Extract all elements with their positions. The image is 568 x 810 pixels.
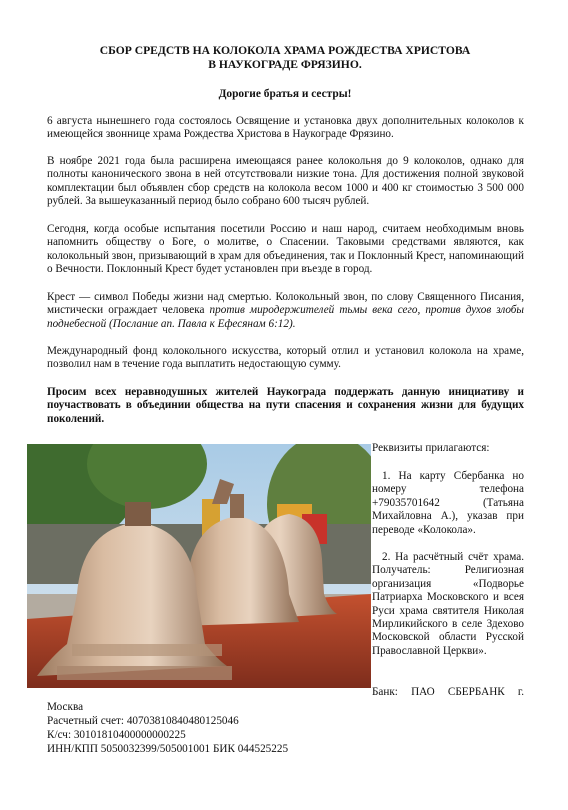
paragraph-2: В ноябре 2021 года была расширена имеющаяся ранее колокольня до 9 колоколов, однако для полноты канонического звона в ней отсутствовали низкие тона. Для достижения полной звуковой комплектации был объявлен сбор средств на колокола весом 1000 и 400 кг стоимостью 3 500 000 рублей. За вышеуказанный период было собрано 600 тысяч рублей. [47,155,524,208]
appeal-paragraph: Просим всех неравнодушных жителей Наукограда поддержать данную инициативу и поучаствовать в объединии общества на пути спасения и сохранения жизни для будущих поколений. [47,386,524,425]
requisites-item-2: 2. На расчётный счёт храма. Получатель: Религиозная организация «Подворье Патриарха Московского и всея Руси храма святителя Николая Мирликийского в селе Здехово Московской области Русской Православной Церкви». [372,551,524,657]
paragraph-3: Сегодня, когда особые испытания посетили Россию и наш народ, считаем необходимым вновь напомнить обществу о Боге, о молитве, о Спасении. Таковыми средствами являются, как колокольный звон, призывающий в храм для объединения, так и Поклонный Крест, напоминающий о Вечности. Поклонный Крест будет установлен при въезде в город. [47,223,524,276]
corr-account: К/сч: 30101810400000000225 [47,729,186,741]
paragraph-1: 6 августа нынешнего года состоялось Освящение и установка двух дополнительных колоколов к имеющейся звоннице храма Рождества Христова в Наукограде Фрязино. [47,115,524,141]
title-line-2: В НАУКОГРАДЕ ФРЯЗИНО. [208,58,362,71]
paragraph-4-text: Крест — символ Победы жизни над смертью. Колокольный звон, по слову Священного Писания, мистически ограждает человека [47,291,524,317]
bank-details [47,700,347,756]
bank-city: Москва [47,701,84,713]
title-line-1: СБОР СРЕДСТВ НА КОЛОКОЛА ХРАМА РОЖДЕСТВА ХРИСТОВА [99,44,471,57]
bells-photo-image [27,444,371,688]
bank-line: Банк: ПАО СБЕРБАНК г. [372,686,524,698]
requisites-intro: Реквизиты прилагаются: [372,442,490,454]
document-title [40,44,530,72]
bells-photo [27,444,371,688]
paragraph-4-quote: против миродержителей тьмы века сего, против духов злобы поднебесной (Послание ап. Павла к Ефесянам 6:12). [47,304,524,330]
inn-kpp-bik: ИНН/КПП 5050032399/505001001 БИК 044525225 [47,743,289,755]
bank-account: Расчетный счет: 40703810840480125046 [47,715,239,727]
greeting: Дорогие братья и сестры! [218,88,352,100]
paragraph-5: Международный фонд колокольного искусства, который отлил и установил колокола на храме, позволил нам в течение года выплатить недостающую сумму. [47,345,524,371]
requisites-item-1: 1. На карту Сбербанка но номеру телефона +79035701642 (Татьяна Михайловна А.), указав при переводе «Колокола». [372,470,524,536]
paragraph-4 [47,291,524,331]
